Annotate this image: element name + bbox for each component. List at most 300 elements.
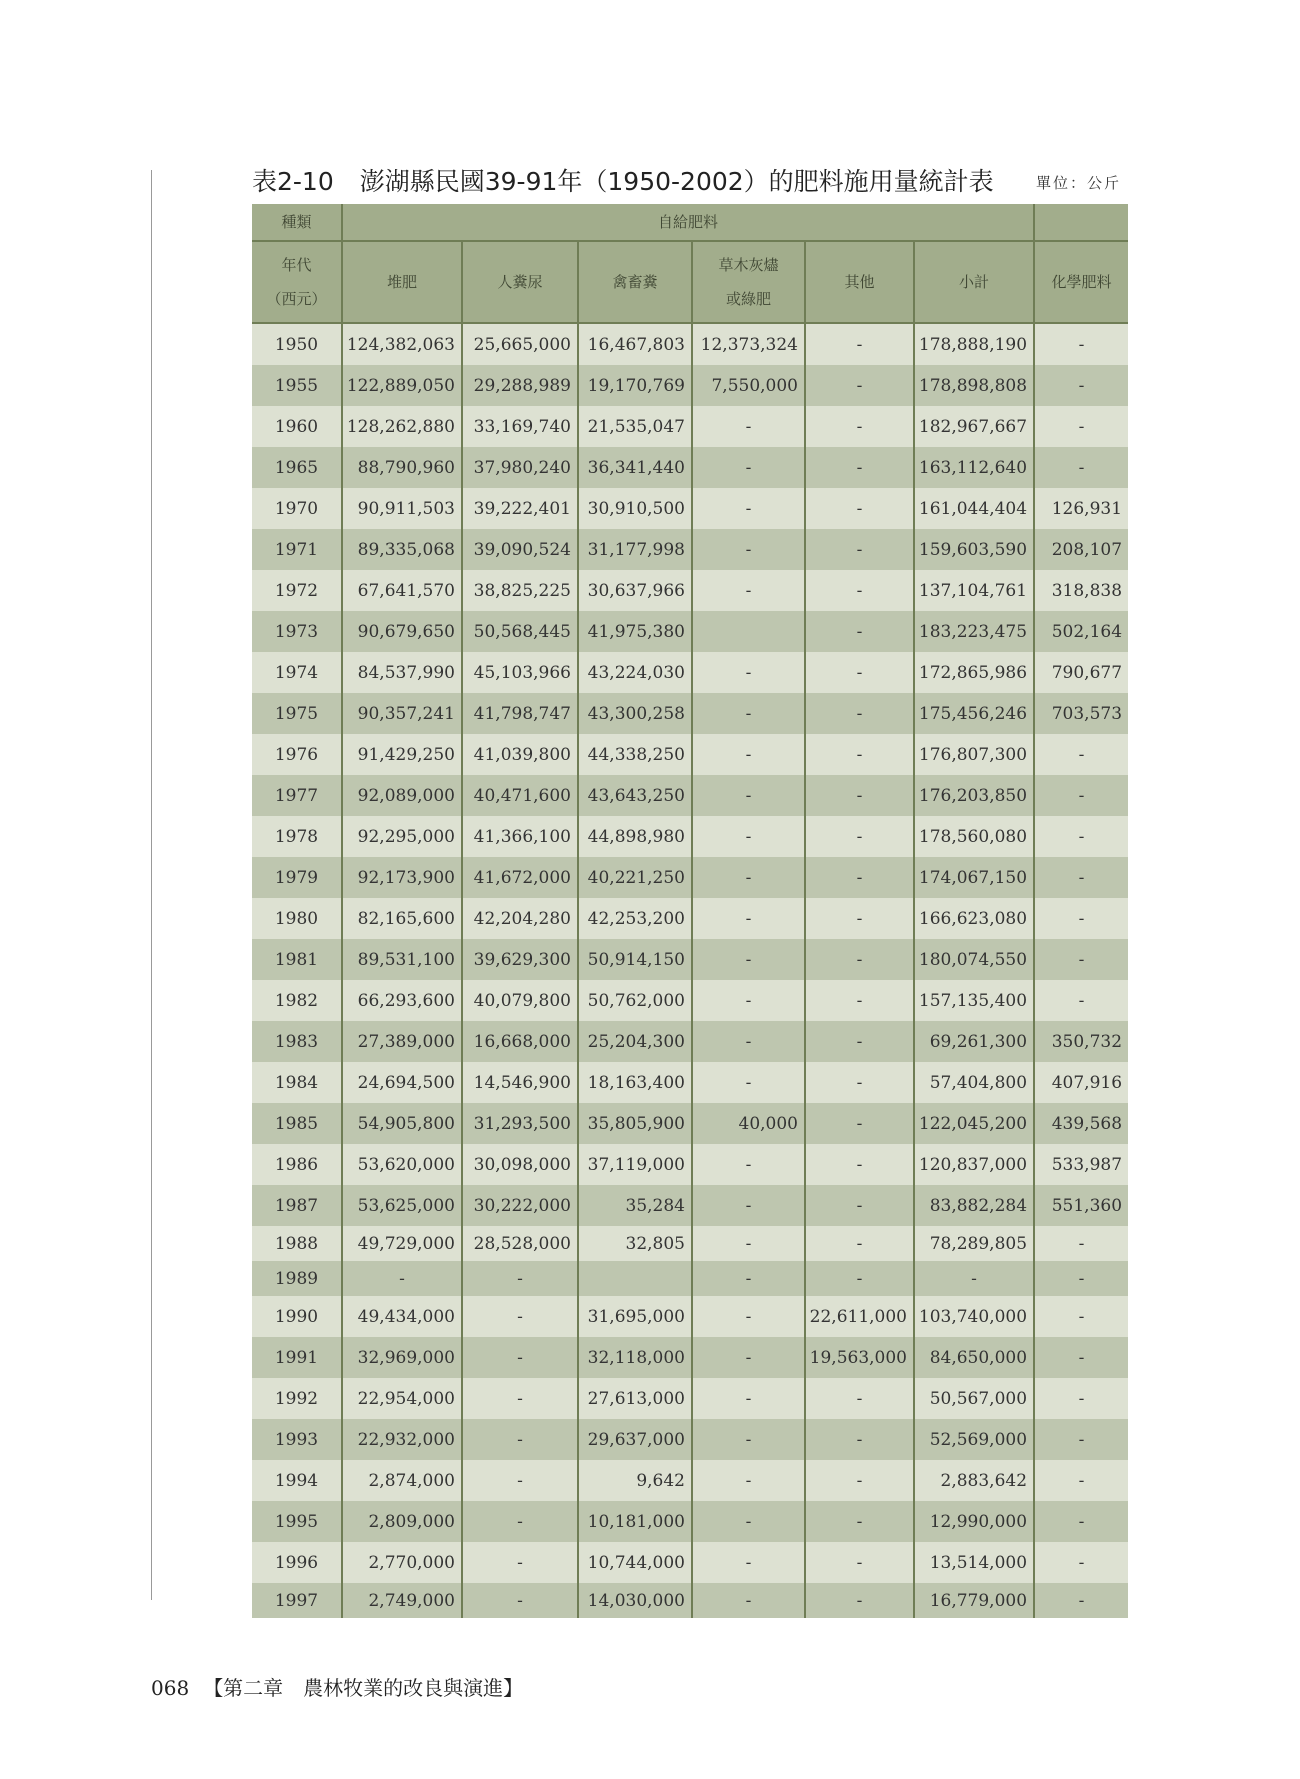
cell-subtotal: 122,045,200 [914, 1103, 1034, 1144]
header-green: 或綠肥 [725, 290, 771, 308]
cell-other: - [805, 1062, 914, 1103]
cell-ash-green: - [692, 857, 805, 898]
cell-ash-green: 40,000 [692, 1103, 805, 1144]
cell-ash-green: - [692, 1542, 805, 1583]
table-row [252, 1419, 1128, 1460]
cell-compost: 66,293,600 [342, 980, 462, 1021]
table-row [252, 693, 1128, 734]
cell-manure: 43,224,030 [578, 652, 692, 693]
cell-year: 1955 [252, 365, 342, 406]
cell-ash-green: 7,550,000 [692, 365, 805, 406]
table-number: 表2-10 [252, 167, 334, 196]
unit-label: 單位：公斤 [1036, 174, 1122, 192]
cell-compost: 92,173,900 [342, 857, 462, 898]
cell-other: - [805, 406, 914, 447]
cell-ash-green: - [692, 488, 805, 529]
cell-night-soil: 28,528,000 [462, 1226, 578, 1261]
cell-subtotal: 12,990,000 [914, 1501, 1034, 1542]
cell-night-soil: - [462, 1542, 578, 1583]
cell-ash-green: - [692, 1144, 805, 1185]
cell-ash-green: - [692, 652, 805, 693]
cell-subtotal: 84,650,000 [914, 1337, 1034, 1378]
cell-compost: 53,620,000 [342, 1144, 462, 1185]
table-row [252, 1021, 1128, 1062]
cell-compost: 122,889,050 [342, 365, 462, 406]
cell-manure: 29,637,000 [578, 1419, 692, 1460]
cell-year: 1997 [252, 1583, 342, 1618]
cell-chemical: - [1034, 1296, 1128, 1337]
cell-other: - [805, 1226, 914, 1261]
cell-chemical: - [1034, 1419, 1128, 1460]
table-row [252, 365, 1128, 406]
cell-subtotal: 57,404,800 [914, 1062, 1034, 1103]
cell-other: - [805, 1144, 914, 1185]
cell-year: 1992 [252, 1378, 342, 1419]
cell-year: 1990 [252, 1296, 342, 1337]
table-title [252, 162, 994, 198]
table-row [252, 1337, 1128, 1378]
cell-year: 1981 [252, 939, 342, 980]
cell-ash-green: - [692, 1021, 805, 1062]
cell-manure: 21,535,047 [578, 406, 692, 447]
cell-manure: 9,642 [578, 1460, 692, 1501]
cell-night-soil: - [462, 1337, 578, 1378]
cell-night-soil: - [462, 1419, 578, 1460]
cell-year: 1988 [252, 1226, 342, 1261]
cell-subtotal: 176,203,850 [914, 775, 1034, 816]
cell-ash-green: - [692, 570, 805, 611]
cell-year: 1979 [252, 857, 342, 898]
cell-chemical: - [1034, 1378, 1128, 1419]
cell-other: - [805, 939, 914, 980]
cell-subtotal: 178,898,808 [914, 365, 1034, 406]
cell-subtotal: 183,223,475 [914, 611, 1034, 652]
cell-manure: 44,898,980 [578, 816, 692, 857]
cell-ash-green: - [692, 1378, 805, 1419]
cell-ash-green: 12,373,324 [692, 323, 805, 365]
cell-night-soil: 40,471,600 [462, 775, 578, 816]
cell-other: - [805, 1583, 914, 1618]
table-row [252, 939, 1128, 980]
cell-manure: 35,284 [578, 1185, 692, 1226]
cell-year: 1965 [252, 447, 342, 488]
cell-subtotal: 69,261,300 [914, 1021, 1034, 1062]
cell-subtotal: 182,967,667 [914, 406, 1034, 447]
cell-night-soil: 30,222,000 [462, 1185, 578, 1226]
cell-compost: 92,089,000 [342, 775, 462, 816]
cell-ash-green: - [692, 816, 805, 857]
cell-ash-green: - [692, 1501, 805, 1542]
cell-year: 1982 [252, 980, 342, 1021]
cell-night-soil: 30,098,000 [462, 1144, 578, 1185]
cell-compost: 49,729,000 [342, 1226, 462, 1261]
cell-subtotal: 178,560,080 [914, 816, 1034, 857]
cell-other: - [805, 693, 914, 734]
cell-ash-green: - [692, 1226, 805, 1261]
cell-year: 1975 [252, 693, 342, 734]
cell-year: 1993 [252, 1419, 342, 1460]
cell-ash-green [692, 611, 805, 652]
cell-subtotal: 161,044,404 [914, 488, 1034, 529]
cell-manure: 30,637,966 [578, 570, 692, 611]
cell-chemical: - [1034, 939, 1128, 980]
cell-subtotal: 137,104,761 [914, 570, 1034, 611]
margin-rule [151, 170, 152, 1600]
cell-subtotal: 159,603,590 [914, 529, 1034, 570]
cell-night-soil: 16,668,000 [462, 1021, 578, 1062]
cell-compost: 2,749,000 [342, 1583, 462, 1618]
table-body [252, 323, 1128, 1618]
table-row [252, 1144, 1128, 1185]
page-footer [151, 1672, 523, 1701]
header-ash-green [692, 241, 805, 323]
table-row [252, 1460, 1128, 1501]
cell-year: 1970 [252, 488, 342, 529]
cell-ash-green: - [692, 1337, 805, 1378]
cell-manure: 27,613,000 [578, 1378, 692, 1419]
cell-night-soil: 40,079,800 [462, 980, 578, 1021]
cell-night-soil: - [462, 1296, 578, 1337]
cell-subtotal: 157,135,400 [914, 980, 1034, 1021]
cell-chemical: - [1034, 1460, 1128, 1501]
cell-night-soil: 29,288,989 [462, 365, 578, 406]
cell-ash-green: - [692, 1583, 805, 1618]
cell-ash-green: - [692, 939, 805, 980]
table-row [252, 775, 1128, 816]
cell-ash-green: - [692, 980, 805, 1021]
cell-manure: 31,177,998 [578, 529, 692, 570]
cell-other: - [805, 1261, 914, 1296]
cell-other: 19,563,000 [805, 1337, 914, 1378]
cell-other: - [805, 1460, 914, 1501]
cell-manure: 10,181,000 [578, 1501, 692, 1542]
cell-compost: 2,874,000 [342, 1460, 462, 1501]
table-row [252, 1261, 1128, 1296]
table-row [252, 980, 1128, 1021]
header-era-sub: （西元） [266, 290, 327, 308]
chapter-title: 【第二章 農林牧業的改良與演進】 [203, 1676, 524, 1700]
cell-compost: 90,357,241 [342, 693, 462, 734]
cell-night-soil: 37,980,240 [462, 447, 578, 488]
cell-manure: 36,341,440 [578, 447, 692, 488]
cell-chemical: 126,931 [1034, 488, 1128, 529]
cell-other: - [805, 734, 914, 775]
cell-subtotal: 176,807,300 [914, 734, 1034, 775]
cell-chemical: 350,732 [1034, 1021, 1128, 1062]
cell-night-soil: 41,798,747 [462, 693, 578, 734]
cell-other: - [805, 1501, 914, 1542]
cell-other: - [805, 570, 914, 611]
table-row [252, 1583, 1128, 1618]
cell-year: 1984 [252, 1062, 342, 1103]
cell-chemical: - [1034, 1261, 1128, 1296]
cell-year: 1986 [252, 1144, 342, 1185]
cell-subtotal: 163,112,640 [914, 447, 1034, 488]
cell-night-soil: 31,293,500 [462, 1103, 578, 1144]
cell-night-soil: - [462, 1501, 578, 1542]
cell-other: - [805, 652, 914, 693]
cell-year: 1983 [252, 1021, 342, 1062]
cell-other: - [805, 1021, 914, 1062]
table-row [252, 1103, 1128, 1144]
cell-chemical: - [1034, 365, 1128, 406]
table-row [252, 447, 1128, 488]
table-row [252, 1296, 1128, 1337]
cell-subtotal: 180,074,550 [914, 939, 1034, 980]
cell-subtotal: 50,567,000 [914, 1378, 1034, 1419]
cell-other: - [805, 447, 914, 488]
cell-subtotal: 175,456,246 [914, 693, 1034, 734]
page-number: 068 [151, 1676, 190, 1700]
table-row [252, 734, 1128, 775]
cell-year: 1995 [252, 1501, 342, 1542]
cell-other: - [805, 816, 914, 857]
cell-chemical: - [1034, 775, 1128, 816]
cell-other: 22,611,000 [805, 1296, 914, 1337]
table-row [252, 1185, 1128, 1226]
cell-ash-green: - [692, 693, 805, 734]
cell-compost: 88,790,960 [342, 447, 462, 488]
cell-night-soil: 45,103,966 [462, 652, 578, 693]
cell-year: 1950 [252, 323, 342, 365]
table-row [252, 1062, 1128, 1103]
cell-year: 1972 [252, 570, 342, 611]
cell-subtotal: 13,514,000 [914, 1542, 1034, 1583]
cell-year: 1973 [252, 611, 342, 652]
cell-chemical: 318,838 [1034, 570, 1128, 611]
table-title-text: 澎湖縣民國39-91年（1950-2002）的肥料施用量統計表 [359, 167, 994, 196]
header-blank [1034, 204, 1128, 241]
cell-year: 1987 [252, 1185, 342, 1226]
cell-compost: 32,969,000 [342, 1337, 462, 1378]
cell-compost: 89,531,100 [342, 939, 462, 980]
header-ash: 草木灰燼 [718, 256, 779, 274]
header-chemical: 化學肥料 [1034, 241, 1128, 323]
table-row [252, 570, 1128, 611]
cell-other: - [805, 898, 914, 939]
cell-year: 1985 [252, 1103, 342, 1144]
cell-manure: 37,119,000 [578, 1144, 692, 1185]
cell-chemical: - [1034, 447, 1128, 488]
cell-year: 1974 [252, 652, 342, 693]
header-kind: 種類 [252, 204, 342, 241]
cell-night-soil: 39,629,300 [462, 939, 578, 980]
cell-chemical: 502,164 [1034, 611, 1128, 652]
cell-night-soil: 41,366,100 [462, 816, 578, 857]
cell-manure: 50,914,150 [578, 939, 692, 980]
cell-other: - [805, 857, 914, 898]
cell-chemical: - [1034, 857, 1128, 898]
cell-other: - [805, 1185, 914, 1226]
table-row [252, 898, 1128, 939]
cell-ash-green: - [692, 1261, 805, 1296]
cell-year: 1960 [252, 406, 342, 447]
cell-chemical: 790,677 [1034, 652, 1128, 693]
cell-subtotal: 172,865,986 [914, 652, 1034, 693]
cell-night-soil: - [462, 1261, 578, 1296]
cell-night-soil: 42,204,280 [462, 898, 578, 939]
table-row [252, 611, 1128, 652]
cell-manure: 43,643,250 [578, 775, 692, 816]
table-row [252, 857, 1128, 898]
cell-compost: 67,641,570 [342, 570, 462, 611]
cell-manure: 41,975,380 [578, 611, 692, 652]
cell-compost: 2,770,000 [342, 1542, 462, 1583]
cell-chemical: - [1034, 898, 1128, 939]
cell-compost: 2,809,000 [342, 1501, 462, 1542]
cell-year: 1976 [252, 734, 342, 775]
cell-compost: 89,335,068 [342, 529, 462, 570]
cell-other: - [805, 1103, 914, 1144]
cell-manure: 14,030,000 [578, 1583, 692, 1618]
cell-compost: 27,389,000 [342, 1021, 462, 1062]
cell-manure: 43,300,258 [578, 693, 692, 734]
cell-night-soil: 14,546,900 [462, 1062, 578, 1103]
header-other: 其他 [805, 241, 914, 323]
cell-subtotal: - [914, 1261, 1034, 1296]
table-row [252, 1226, 1128, 1261]
cell-chemical: - [1034, 1501, 1128, 1542]
cell-compost: 92,295,000 [342, 816, 462, 857]
header-era [252, 241, 342, 323]
cell-compost: 24,694,500 [342, 1062, 462, 1103]
cell-year: 1996 [252, 1542, 342, 1583]
cell-chemical: 208,107 [1034, 529, 1128, 570]
cell-subtotal: 178,888,190 [914, 323, 1034, 365]
cell-ash-green: - [692, 447, 805, 488]
cell-other: - [805, 1542, 914, 1583]
cell-manure: 31,695,000 [578, 1296, 692, 1337]
cell-manure: 25,204,300 [578, 1021, 692, 1062]
cell-compost: 54,905,800 [342, 1103, 462, 1144]
header-subtotal: 小計 [914, 241, 1034, 323]
cell-manure: 16,467,803 [578, 323, 692, 365]
table-row [252, 529, 1128, 570]
cell-chemical: 551,360 [1034, 1185, 1128, 1226]
table-row [252, 488, 1128, 529]
table-row [252, 1501, 1128, 1542]
cell-subtotal: 52,569,000 [914, 1419, 1034, 1460]
cell-year: 1977 [252, 775, 342, 816]
cell-night-soil: 39,090,524 [462, 529, 578, 570]
cell-manure: 40,221,250 [578, 857, 692, 898]
header-era-label: 年代 [281, 256, 312, 274]
cell-year: 1994 [252, 1460, 342, 1501]
cell-other: - [805, 980, 914, 1021]
cell-night-soil: - [462, 1583, 578, 1618]
cell-subtotal: 16,779,000 [914, 1583, 1034, 1618]
cell-chemical: 703,573 [1034, 693, 1128, 734]
cell-compost: 90,911,503 [342, 488, 462, 529]
cell-chemical: - [1034, 1583, 1128, 1618]
cell-manure: 50,762,000 [578, 980, 692, 1021]
cell-other: - [805, 323, 914, 365]
cell-subtotal: 78,289,805 [914, 1226, 1034, 1261]
cell-compost: 22,954,000 [342, 1378, 462, 1419]
cell-ash-green: - [692, 1185, 805, 1226]
cell-subtotal: 83,882,284 [914, 1185, 1034, 1226]
fertilizer-table [252, 204, 1128, 1618]
cell-chemical: 439,568 [1034, 1103, 1128, 1144]
cell-compost: 128,262,880 [342, 406, 462, 447]
cell-night-soil: 50,568,445 [462, 611, 578, 652]
cell-other: - [805, 1419, 914, 1460]
cell-subtotal: 120,837,000 [914, 1144, 1034, 1185]
table-row [252, 1378, 1128, 1419]
cell-year: 1991 [252, 1337, 342, 1378]
cell-compost: 53,625,000 [342, 1185, 462, 1226]
cell-manure: 44,338,250 [578, 734, 692, 775]
cell-compost: 22,932,000 [342, 1419, 462, 1460]
cell-chemical: - [1034, 734, 1128, 775]
header-compost: 堆肥 [342, 241, 462, 323]
cell-other: - [805, 488, 914, 529]
cell-subtotal: 174,067,150 [914, 857, 1034, 898]
cell-ash-green: - [692, 406, 805, 447]
cell-chemical: - [1034, 1337, 1128, 1378]
table-row [252, 406, 1128, 447]
cell-night-soil: 41,672,000 [462, 857, 578, 898]
cell-manure: 35,805,900 [578, 1103, 692, 1144]
cell-manure: 10,744,000 [578, 1542, 692, 1583]
cell-manure: 32,805 [578, 1226, 692, 1261]
cell-ash-green: - [692, 1062, 805, 1103]
cell-chemical: - [1034, 1542, 1128, 1583]
cell-compost: 91,429,250 [342, 734, 462, 775]
cell-compost: 84,537,990 [342, 652, 462, 693]
cell-other: - [805, 611, 914, 652]
cell-night-soil: 41,039,800 [462, 734, 578, 775]
cell-other: - [805, 775, 914, 816]
cell-compost: 49,434,000 [342, 1296, 462, 1337]
cell-year: 1989 [252, 1261, 342, 1296]
cell-chemical: 533,987 [1034, 1144, 1128, 1185]
cell-ash-green: - [692, 775, 805, 816]
cell-chemical: - [1034, 323, 1128, 365]
cell-other: - [805, 529, 914, 570]
cell-night-soil: - [462, 1378, 578, 1419]
cell-other: - [805, 365, 914, 406]
cell-manure: 30,910,500 [578, 488, 692, 529]
cell-ash-green: - [692, 529, 805, 570]
cell-year: 1978 [252, 816, 342, 857]
cell-compost: - [342, 1261, 462, 1296]
cell-compost: 90,679,650 [342, 611, 462, 652]
cell-manure [578, 1261, 692, 1296]
cell-ash-green: - [692, 734, 805, 775]
cell-subtotal: 2,883,642 [914, 1460, 1034, 1501]
cell-night-soil: - [462, 1460, 578, 1501]
cell-manure: 18,163,400 [578, 1062, 692, 1103]
cell-chemical: 407,916 [1034, 1062, 1128, 1103]
cell-year: 1971 [252, 529, 342, 570]
table-row [252, 652, 1128, 693]
cell-year: 1980 [252, 898, 342, 939]
cell-compost: 124,382,063 [342, 323, 462, 365]
cell-chemical: - [1034, 1226, 1128, 1261]
cell-night-soil: 39,222,401 [462, 488, 578, 529]
cell-manure: 32,118,000 [578, 1337, 692, 1378]
cell-ash-green: - [692, 1460, 805, 1501]
cell-manure: 19,170,769 [578, 365, 692, 406]
header-night-soil: 人糞尿 [462, 241, 578, 323]
cell-night-soil: 33,169,740 [462, 406, 578, 447]
header-manure: 禽畜糞 [578, 241, 692, 323]
cell-chemical: - [1034, 816, 1128, 857]
cell-compost: 82,165,600 [342, 898, 462, 939]
cell-subtotal: 103,740,000 [914, 1296, 1034, 1337]
cell-subtotal: 166,623,080 [914, 898, 1034, 939]
